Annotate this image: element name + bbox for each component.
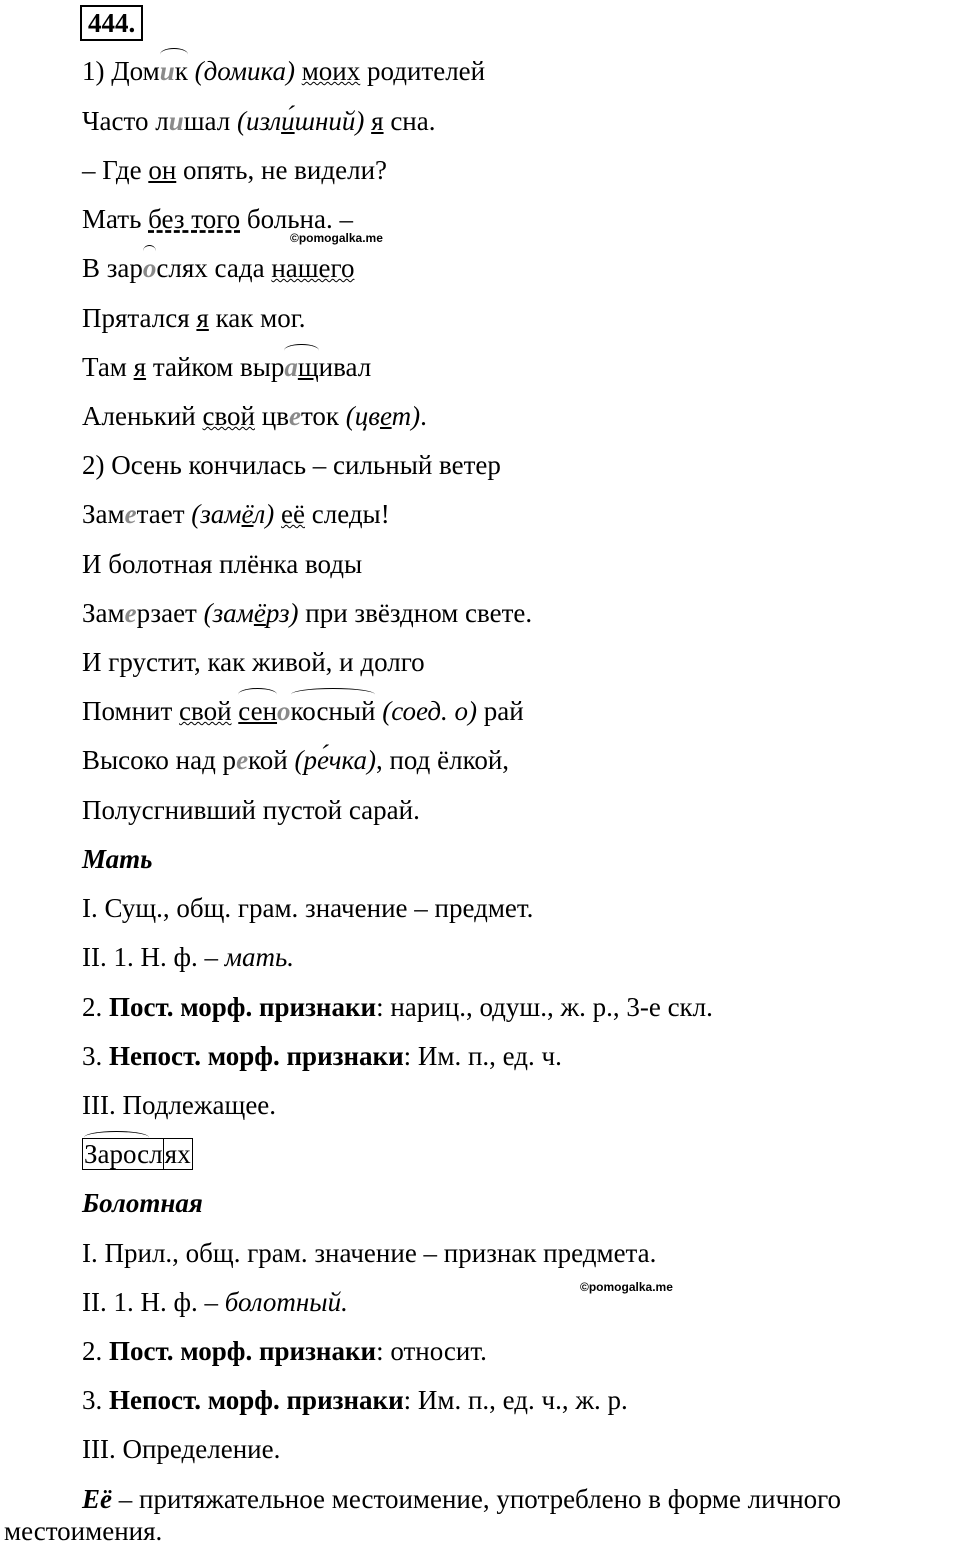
- poem1-line1: 1) Домик (домика) моих родителей: [82, 56, 486, 86]
- poem2-line6: Помнит свой сенокосный (соед. о) рай: [82, 696, 524, 726]
- poem1-line8: Аленький свой цветок (цвет).: [82, 401, 427, 431]
- poem2-line4: Замерзает (замёрз) при звёздном свете.: [82, 598, 533, 628]
- watermark-top: ©pomogalka.me: [290, 231, 383, 245]
- analysis-mat-p2: II. 1. Н. ф. – мать.: [82, 942, 295, 972]
- poem2-line8: Полусгнивший пустой сарай.: [82, 795, 420, 825]
- poem2-line1: 2) Осень кончилась – сильный ветер: [82, 450, 501, 480]
- analysis-bolotnaya-heading: Болотная: [82, 1188, 203, 1218]
- exercise-number: 444.: [80, 5, 143, 41]
- poem1-line3: – Где он опять, не видели?: [82, 155, 388, 185]
- analysis-bolotnaya-p2: II. 1. Н. ф. – болотный.: [82, 1287, 348, 1317]
- analysis-mat-p5: III. Подлежащее.: [82, 1090, 277, 1120]
- poem1-line4: Мать без того больна. –: [82, 204, 353, 234]
- zaroslyah-parse: Зарослях: [84, 1139, 191, 1169]
- analysis-mat-p3: 2. Пост. морф. признаки: нариц., одуш., ж. р., 3-е скл.: [82, 992, 713, 1022]
- poem1-line5: В зарослях сада нашего: [82, 253, 355, 283]
- watermark-bottom: ©pomogalka.me: [580, 1280, 673, 1294]
- poem2-line7: Высоко над рекой (ре́чка), под ёлкой,: [82, 745, 510, 775]
- ee-note-line2: местоимения.: [4, 1516, 163, 1546]
- analysis-bolotnaya-p3: 2. Пост. морф. признаки: относит.: [82, 1336, 487, 1366]
- ee-note-line1: Её – притяжательное местоимение, употреблено в форме личного: [82, 1484, 842, 1514]
- analysis-bolotnaya-p4: 3. Непост. морф. признаки: Им. п., ед. ч., ж. р.: [82, 1385, 628, 1415]
- analysis-bolotnaya-p1: I. Прил., общ. грам. значение – признак предмета.: [82, 1238, 657, 1268]
- poem1-line7: Там я тайком выращивал: [82, 352, 372, 382]
- poem2-line2: Заметает (замёл) её следы!: [82, 499, 390, 529]
- analysis-mat-p1: I. Сущ., общ. грам. значение – предмет.: [82, 893, 534, 923]
- poem2-line5: И грустит, как живой, и долго: [82, 647, 425, 677]
- analysis-bolotnaya-p5: III. Определение.: [82, 1434, 281, 1464]
- analysis-mat-p4: 3. Непост. морф. признаки: Им. п., ед. ч.: [82, 1041, 562, 1071]
- analysis-mat-heading: Мать: [82, 844, 153, 874]
- poem1-line6: Прятался я как мог.: [82, 303, 306, 333]
- poem2-line3: И болотная плёнка воды: [82, 549, 363, 579]
- poem1-line2: Часто лишал (изли́шний) я сна.: [82, 106, 436, 136]
